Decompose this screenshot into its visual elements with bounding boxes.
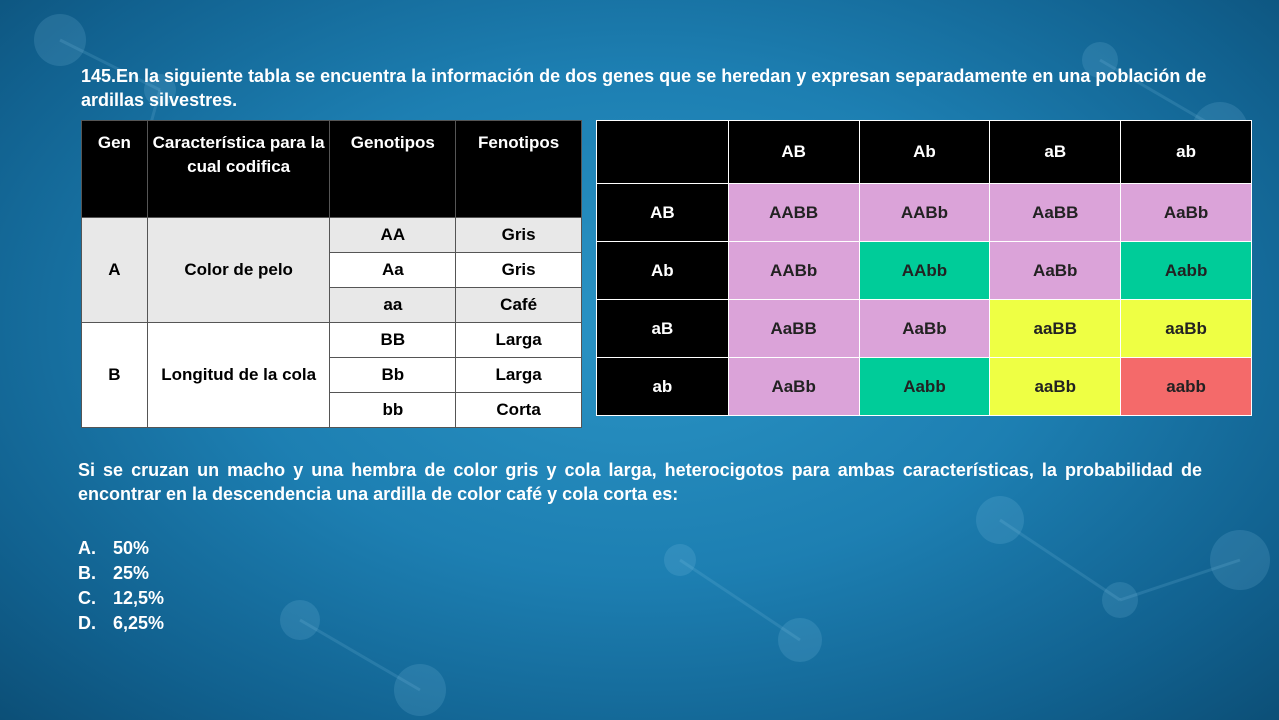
punnett-cell: AaBb	[990, 242, 1121, 300]
table-row	[82, 218, 582, 253]
punnett-cell: AABB	[728, 184, 859, 242]
punnett-cell: aabb	[1121, 358, 1252, 416]
punnett-cell: AaBb	[1121, 184, 1252, 242]
punnett-corner	[597, 121, 729, 184]
option-a[interactable]	[78, 536, 164, 561]
option-text: 6,25%	[113, 613, 165, 633]
header-genotipos: Genotipos	[330, 121, 456, 218]
punnett-square	[596, 120, 1252, 416]
punnett-row-header: AB	[597, 184, 729, 242]
genotype-cell: Bb	[330, 358, 456, 393]
phenotype-cell: Larga	[456, 358, 582, 393]
punnett-header-row	[597, 121, 1252, 184]
punnett-cell: AAbb	[859, 242, 990, 300]
gene-table-header	[82, 121, 582, 218]
answer-options	[78, 536, 164, 636]
header-fenotipos: Fenotipos	[456, 121, 582, 218]
punnett-col-header: aB	[990, 121, 1121, 184]
option-letter: B.	[78, 563, 96, 583]
genotype-cell: aa	[330, 288, 456, 323]
table-row	[597, 184, 1252, 242]
punnett-cell: aaBb	[990, 358, 1121, 416]
punnett-cell: Aabb	[1121, 242, 1252, 300]
punnett-row-header: ab	[597, 358, 729, 416]
punnett-cell: aaBB	[990, 300, 1121, 358]
option-d[interactable]	[78, 611, 164, 636]
option-letter: C.	[78, 588, 96, 608]
phenotype-cell: Gris	[456, 218, 582, 253]
punnett-col-header: AB	[728, 121, 859, 184]
genotype-cell: AA	[330, 218, 456, 253]
table-row	[597, 300, 1252, 358]
question-text: Si se cruzan un macho y una hembra de color gris y cola larga, heterocigotos para ambas características, la probabilidad de encontrar en la descendencia una ardilla de color café y cola corta es:	[78, 460, 1202, 504]
option-b[interactable]	[78, 561, 164, 586]
table-row	[82, 323, 582, 358]
header-caracteristica: Característica para la cual codifica	[147, 121, 330, 218]
punnett-row-header: Ab	[597, 242, 729, 300]
punnett-cell: Aabb	[859, 358, 990, 416]
genotype-cell: BB	[330, 323, 456, 358]
gene-trait: Longitud de la cola	[147, 323, 330, 428]
gene-label: A	[82, 218, 148, 323]
option-text: 25%	[113, 563, 150, 583]
option-text: 12,5%	[113, 588, 165, 608]
punnett-cell: AaBB	[728, 300, 859, 358]
punnett-cell: AABb	[728, 242, 859, 300]
punnett-cell: AaBb	[859, 300, 990, 358]
genotype-cell: bb	[330, 393, 456, 428]
table-row	[597, 358, 1252, 416]
punnett-cell: aaBb	[1121, 300, 1252, 358]
gene-trait: Color de pelo	[147, 218, 330, 323]
gene-label: B	[82, 323, 148, 428]
punnett-col-header: ab	[1121, 121, 1252, 184]
question-title: 145.En la siguiente tabla se encuentra la información de dos genes que se heredan y expresan separadamente en una población de ardillas silvestres.	[81, 66, 1207, 110]
option-c[interactable]	[78, 586, 164, 611]
phenotype-cell: Corta	[456, 393, 582, 428]
punnett-cell: AaBb	[728, 358, 859, 416]
option-letter: D.	[78, 613, 96, 633]
phenotype-cell: Larga	[456, 323, 582, 358]
gene-table	[81, 120, 582, 428]
phenotype-cell: Café	[456, 288, 582, 323]
table-row	[597, 242, 1252, 300]
punnett-col-header: Ab	[859, 121, 990, 184]
punnett-cell: AaBB	[990, 184, 1121, 242]
phenotype-cell: Gris	[456, 253, 582, 288]
header-gen: Gen	[82, 121, 148, 218]
option-letter: A.	[78, 538, 96, 558]
option-text: 50%	[113, 538, 150, 558]
punnett-row-header: aB	[597, 300, 729, 358]
punnett-cell: AABb	[859, 184, 990, 242]
genotype-cell: Aa	[330, 253, 456, 288]
